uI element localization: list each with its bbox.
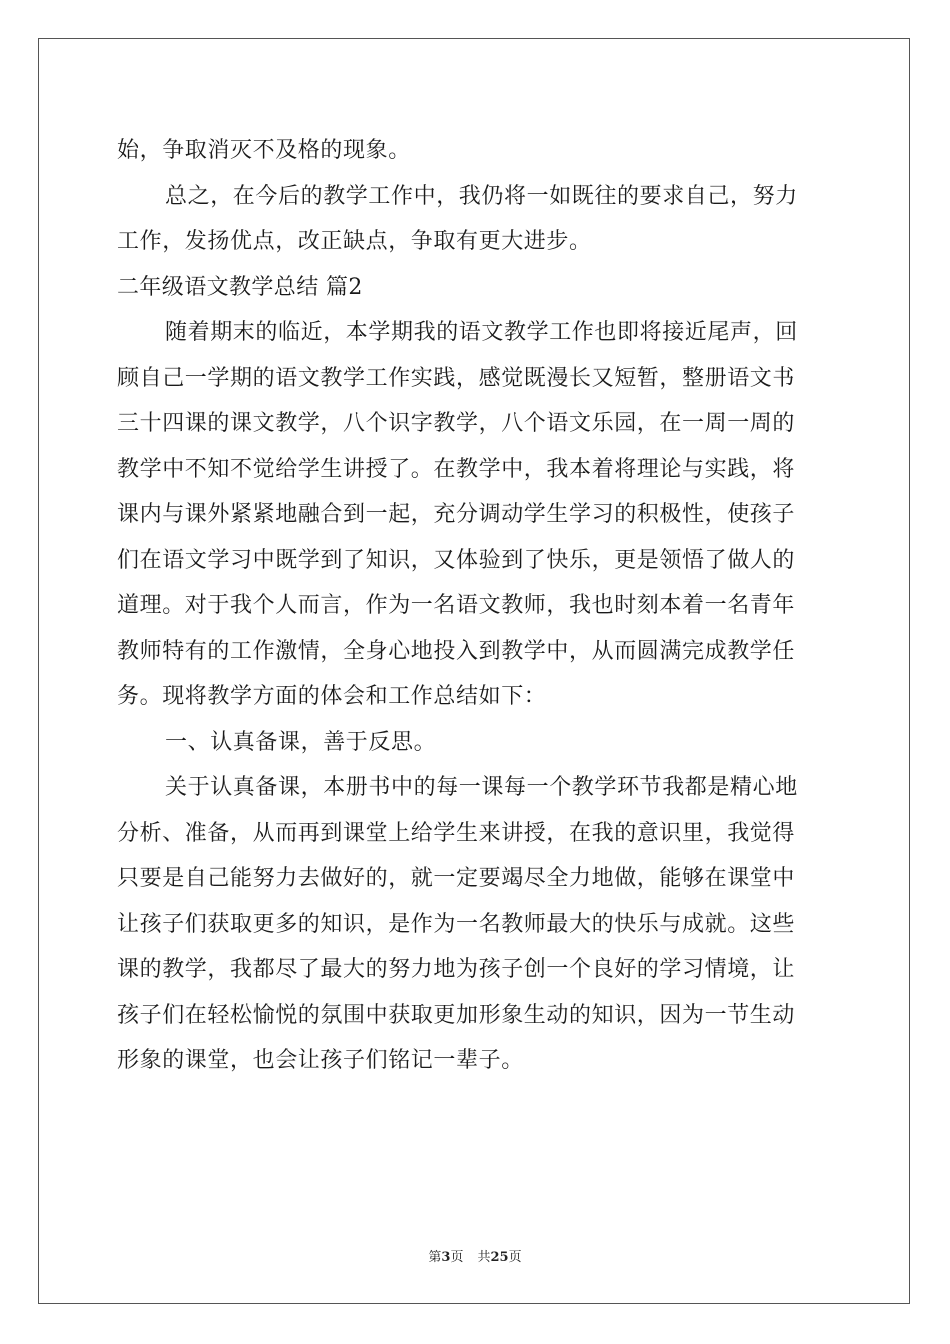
section-heading: 二年级语文教学总结 篇2	[117, 274, 363, 300]
text-line: 始，争取消灭不及格的现象。	[117, 138, 411, 163]
text-line: 关于认真备课，本册书中的每一课每一个教学环节我都是精心地	[165, 775, 798, 800]
total-suffix: 页	[508, 1250, 522, 1265]
text-line: 总之，在今后的教学工作中，我仍将一如既往的要求自己，努力	[165, 183, 798, 209]
text-line: 课内与课外紧紧地融合到一起，充分调动学生学习的积极性，使孩子	[117, 502, 796, 527]
text-line: 教学中不知不觉给学生讲授了。在教学中，我本着将理论与实践，将	[117, 456, 796, 482]
text-line: 们在语文学习中既学到了知识，又体验到了快乐，更是领悟了做人的	[117, 547, 796, 573]
page-suffix: 页	[450, 1250, 464, 1265]
page-prefix: 第	[428, 1250, 442, 1265]
text-line: 工作，发扬优点，改正缺点，争取有更大进步。	[117, 229, 592, 254]
page-footer	[0, 1246, 950, 1265]
text-line: 顾自己一学期的语文教学工作实践，感觉既漫长又短暂，整册语文书	[117, 365, 796, 391]
document-body	[117, 128, 833, 1084]
text-line: 只要是自己能努力去做好的，就一定要竭尽全力地做，能够在课堂中	[117, 866, 796, 891]
text-line: 课的教学，我都尽了最大的努力地为孩子创一个良好的学习情境，让	[117, 957, 796, 982]
text-line: 让孩子们获取更多的知识，是作为一名教师最大的快乐与成就。这些	[117, 911, 796, 937]
text-line: 教师特有的工作激情，全身心地投入到教学中，从而圆满完成教学任	[117, 638, 796, 664]
subsection-heading: 一、认真备课，善于反思。	[165, 729, 437, 755]
text-line: 随着期末的临近，本学期我的语文教学工作也即将接近尾声，回	[165, 320, 798, 345]
text-line: 三十四课的课文教学，八个识字教学，八个语文乐园，在一周一周的	[117, 411, 796, 436]
text-line: 分析、准备，从而再到课堂上给学生来讲授，在我的意识里，我觉得	[117, 820, 796, 846]
page-number: 3	[441, 1250, 451, 1265]
text-line: 务。现将教学方面的体会和工作总结如下：	[117, 684, 547, 709]
text-line: 孩子们在轻松愉悦的氛围中获取更加形象生动的知识，因为一节生动	[117, 1002, 796, 1028]
text-line: 道理。对于我个人而言，作为一名语文教师，我也时刻本着一名青年	[117, 593, 796, 618]
total-prefix: 共	[477, 1250, 491, 1265]
total-pages: 25	[490, 1250, 509, 1265]
text-line: 形象的课堂，也会让孩子们铭记一辈子。	[117, 1048, 524, 1073]
